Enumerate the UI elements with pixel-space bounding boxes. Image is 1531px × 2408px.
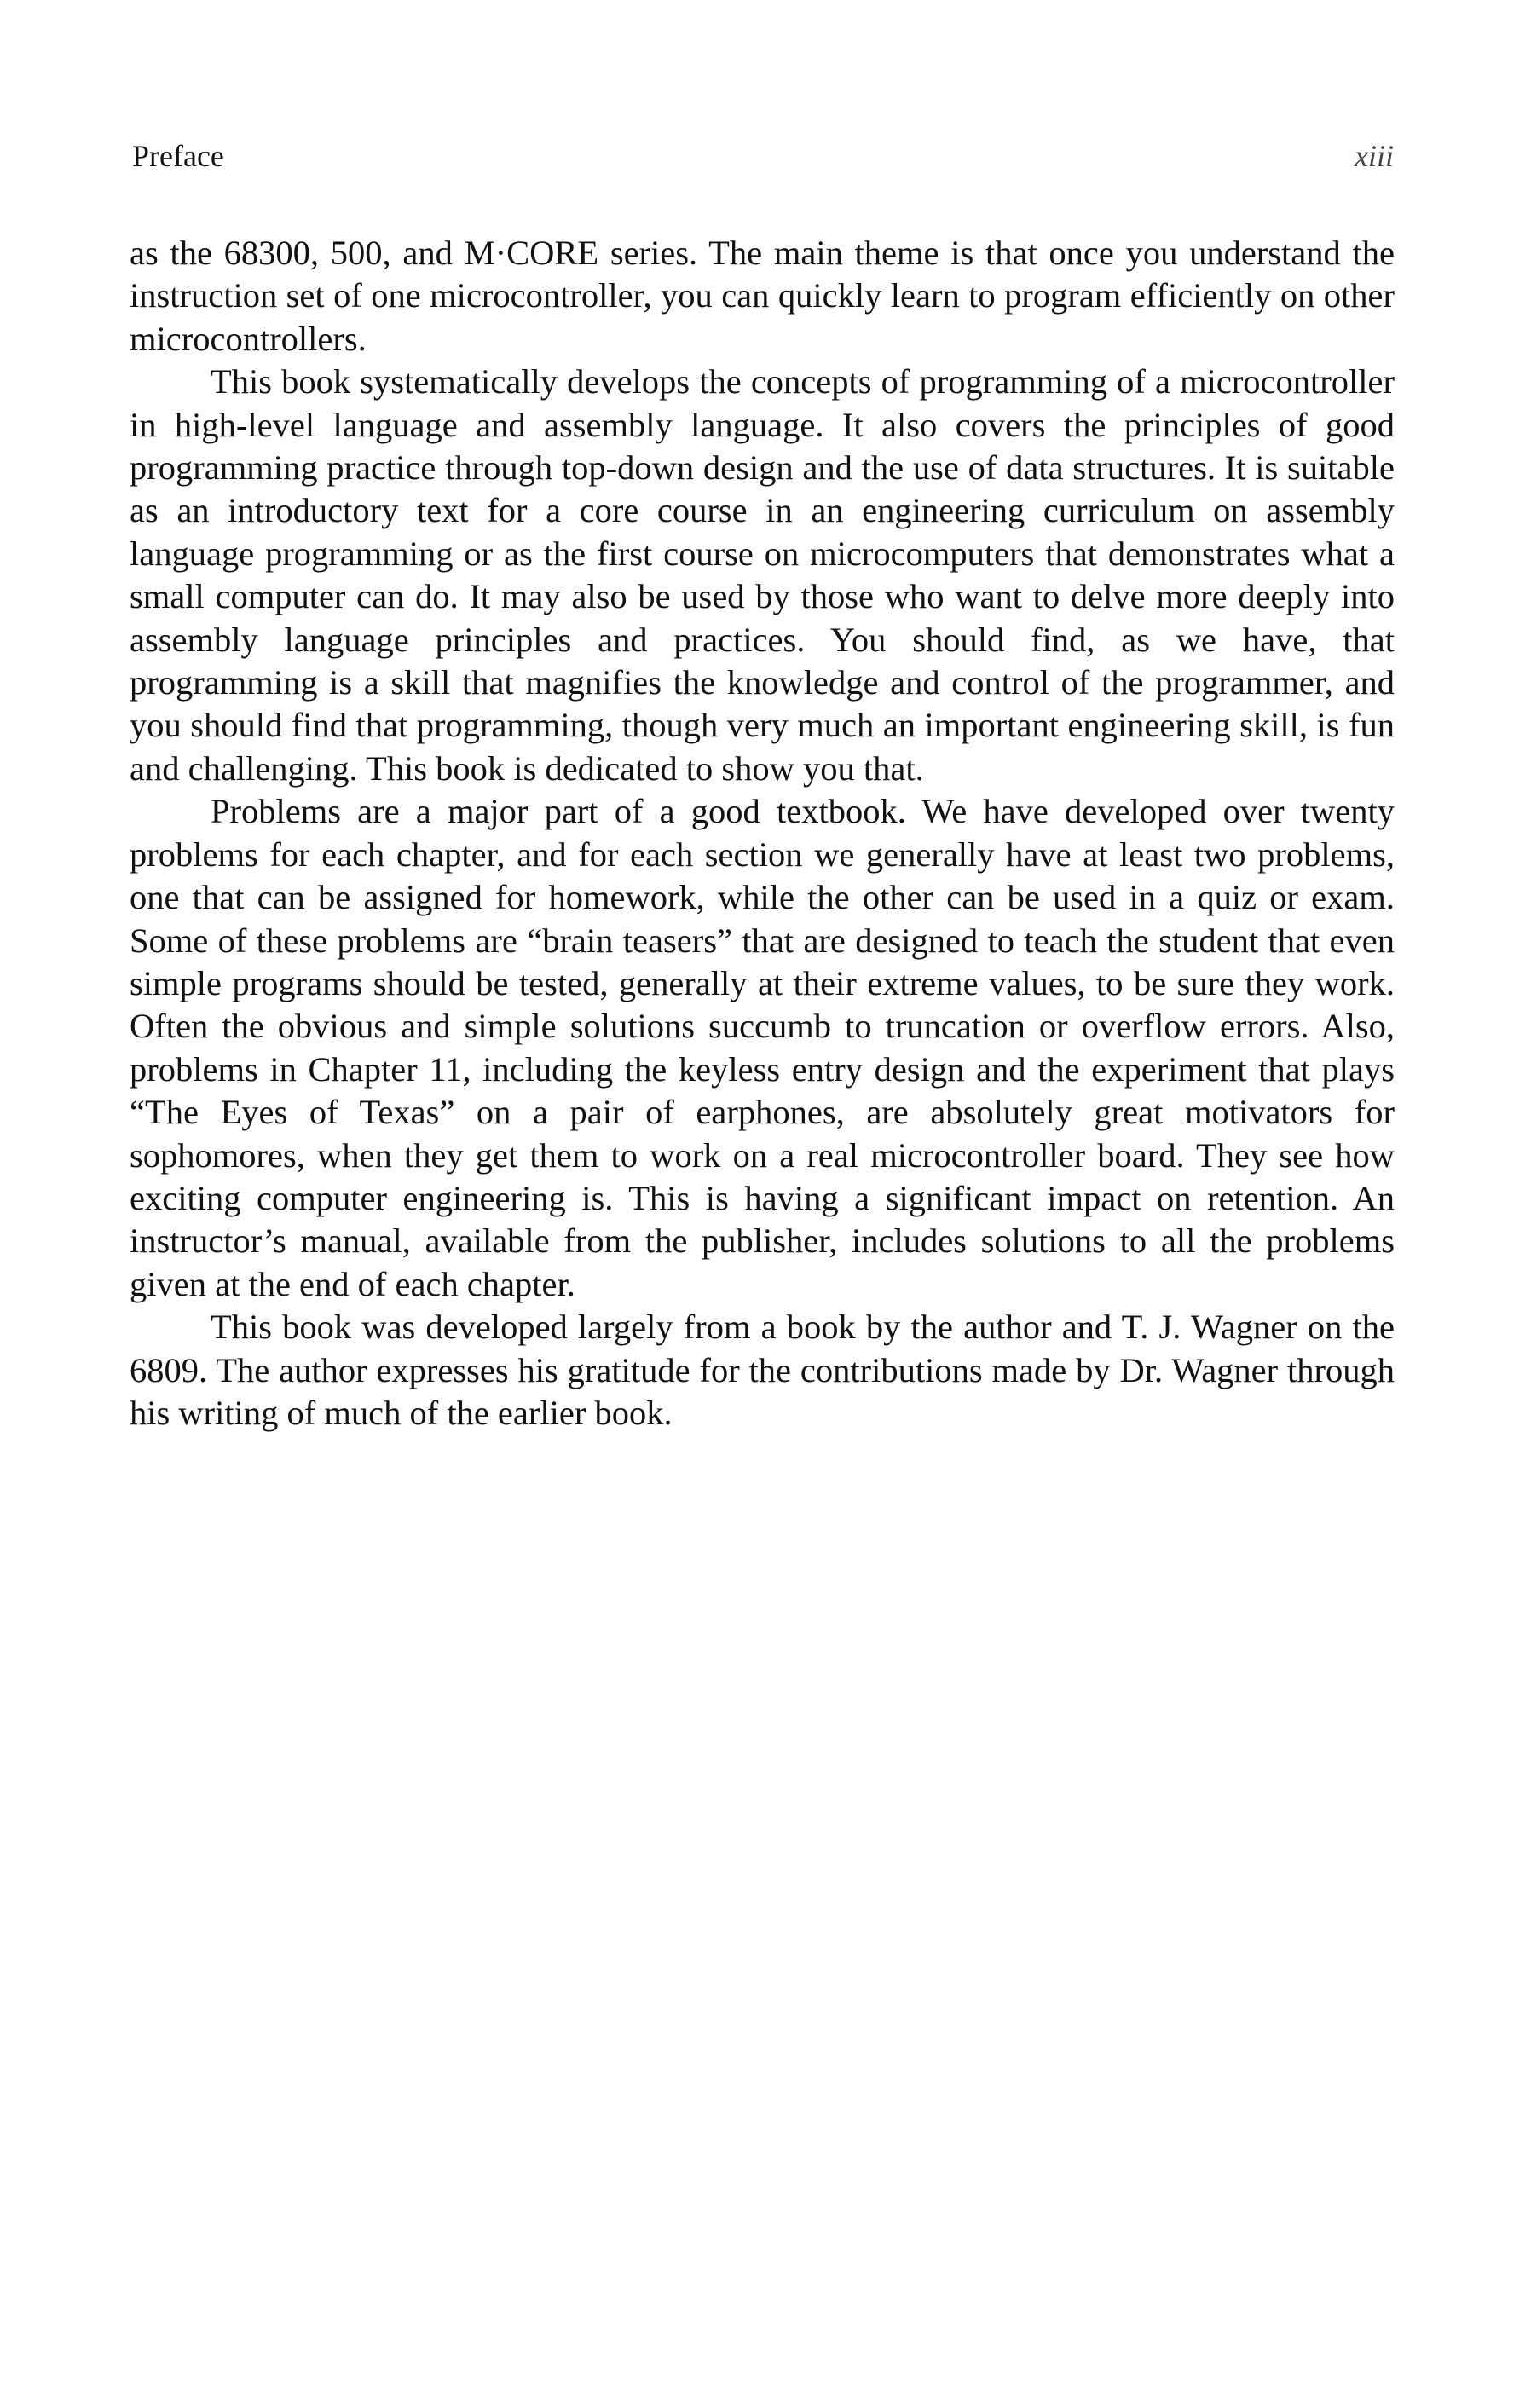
paragraph-continuation: as the 68300, 500, and M·CORE series. The main theme is that once you understand the instruction set of one microcontroller, you can quickly learn to program efficiently on other microcontrollers. [130, 234, 1395, 358]
page-number: xiii [1355, 139, 1394, 173]
paragraph-problems: Problems are a major part of a good textbook. We have developed over twenty problems for each chapter, and for each section we generally have at least two problems, one that can be assigned for homework, while the other can be used in a quiz or exam. Some of these problems are “brain teasers” that are designed to teach the student that even simple programs should be tested, generally at their extreme values, to be sure they work. Often the obvious and simple solutions succumb to truncation or overflow errors. Also, problems in Chapter 11, including the keyless entry design and the experiment that plays “The Eyes of Texas” on a pair of earphones, are absolutely great motivators for sophomores, when they get them to work on a real microcontroller board. They see how exciting computer engineering is. This is having a significant impact on retention. An instructor’s manual, available from the publisher, includes solutions to all the problems given at the end of each chapter. [130, 792, 1395, 1303]
paragraph-book-overview: This book systematically develops the concepts of programming of a microcontroller in high-level language and assembly language. It also covers the principles of good programming practice through top-down design and the use of data structures. It is suitable as an introductory text for a core course in an engineering curriculum on assembly language programming or as the first course on microcomputers that demonstrates what a small computer can do. It may also be used by those who want to delve more deeply into assembly language principles and practices. You should find, as we have, that programming is a skill that magnifies the knowledge and control of the programmer, and you should find that programming, though very much an important engineering skill, is fun and challenging. This book is dedicated to show you that. [130, 362, 1395, 788]
section-title: Preface [132, 139, 224, 173]
body-text [130, 232, 1395, 1435]
paragraph-acknowledgment: This book was developed largely from a book by the author and T. J. Wagner on the 6809. The author expresses his gratitude for the contributions made by Dr. Wagner through his writing of much of the earlier book. [130, 1308, 1395, 1432]
running-head [132, 135, 1394, 177]
